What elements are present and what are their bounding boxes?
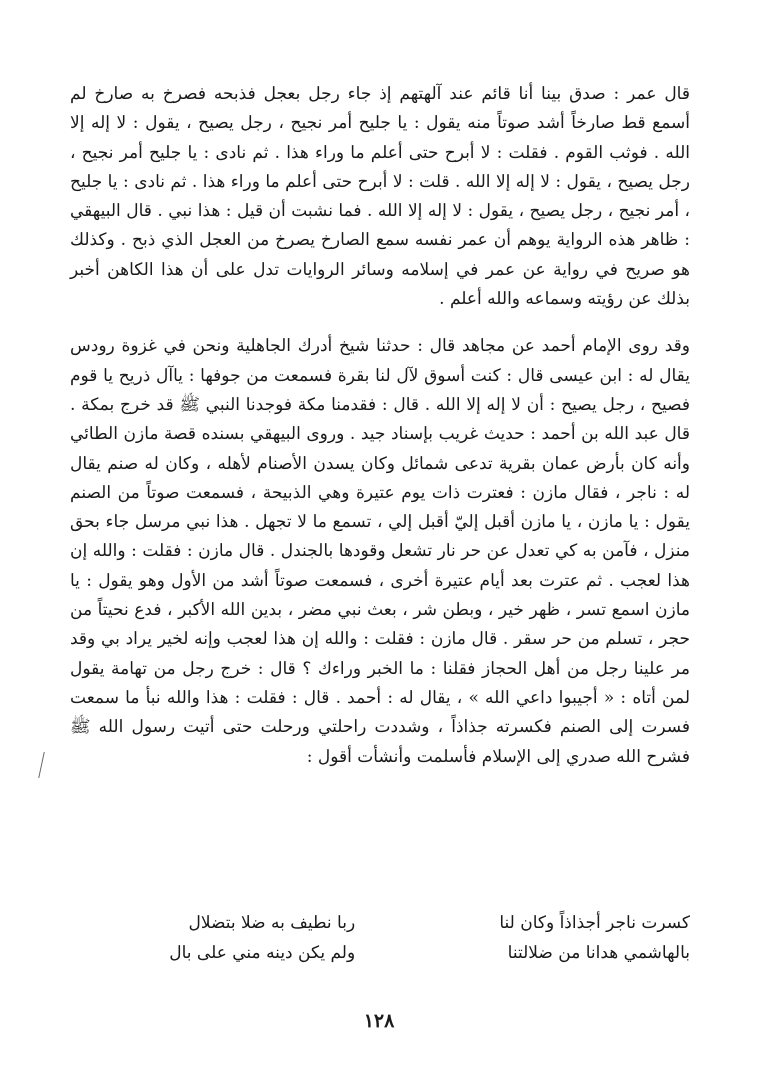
- poem: [70, 908, 690, 968]
- body-text: [70, 80, 690, 772]
- poem-verse: [70, 938, 690, 968]
- paragraph: وقد روى الإمام أحمد عن مجاهد قال : حدثنا شيخ أدرك الجاهلية ونحن في غزوة رودس يقال له : ابن عيسى قال : كنت أسوق لآل لنا بقرة فسمعت من جوفها : ياآل ذريح يا قوم فصيح ، رجل يصيح : أن لا إله إلا الله . قال : فقدمنا مكة فوجدنا النبي ﷺ قد خرج بمكة . قال عبد الله بن أحمد : حديث غريب بإسناد جيد . وروى البيهقي بسنده قصة مازن الطائي وأنه كان بأرض عمان بقرية تدعى شمائل وكان يسدن الأصنام لأهله ، وكان له صنم يقال له : ناجر ، فقال مازن : فعترت ذات يوم عتيرة وهي الذبيحة ، فسمعت صوتاً من الصنم يقول : يا مازن ، يا مازن أقبل إليّ أقبل إلي ، تسمع ما لا تجهل . هذا نبي مرسل جاء بحق منزل ، فآمن به كي تعدل عن حر نار تشعل وقودها بالجندل . قال مازن : فقلت : والله إن هذا لعجب . ثم عترت بعد أيام عتيرة أخرى ، فسمعت صوتاً أشد من الأول وهو يقول : يا مازن اسمع تسر ، ظهر خير ، وبطن شر ، بعث نبي مضر ، بدين الله الأكبر ، فدع نحيتاً من حجر ، تسلم من حر سقر . قال مازن : فقلت : والله إن هذا لعجب وإنه لخير يراد بي وقد مر علينا رجل من أهل الحجاز فقلنا : ما الخبر وراءك ؟ قال : خرج رجل من تهامة يقول لمن أتاه : « أجيبوا داعي الله » ، يقال له : أحمد . قال : فقلت : هذا والله نبأ ما سمعت فسرت إلى الصنم فكسرته جذاذاً ، وشددت راحلتي ورحلت حتى أتيت رسول الله ﷺ فشرح الله صدري إلى الإسلام فأسلمت وأنشأت أقول :: [70, 336, 690, 767]
- page-number: ١٢٨: [363, 1010, 395, 1032]
- poem-second-hemistich: ولم يكن دينه مني على بال: [169, 943, 356, 963]
- poem-first-hemistich: بالهاشمي هدانا من ضلالتنا: [507, 943, 690, 963]
- poem-first-hemistich: كسرت ناجر أجذاذاً وكان لنا: [499, 913, 690, 933]
- poem-second-hemistich: ربا نطيف به ضلا بتضلال: [188, 913, 356, 933]
- paragraph: قال عمر : صدق بينا أنا قائم عند آلهتهم إذ جاء رجل بعجل فذبحه فصرخ به صارخ لم أسمع قط صارخاً أشد صوتاً منه يقول : يا جليح أمر نجيح ، رجل يصيح ، يقول : لا إله إلا الله . فوثب القوم . فقلت : لا أبرح حتى أعلم ما وراء هذا . ثم نادى : يا جليح أمر نجيح ، رجل يصيح ، يقول : لا إله إلا الله . قلت : لا أبرح حتى أعلم ما وراء هذا . ثم نادى : يا جليح ، أمر نجيح ، رجل يصيح ، يقول : لا إله إلا الله . فما نشبت أن قيل : هذا نبي . قال البيهقي : ظاهر هذه الرواية يوهم أن عمر نفسه سمع الصارخ يصرخ من العجل الذي ذبح . وكذلك هو صريح في رواية عن عمر في إسلامه وسائر الروايات تدل على أن هذا الكاهن أخبر بذلك عن رؤيته وسماعه والله أعلم .: [70, 84, 690, 310]
- poem-verse: [70, 908, 690, 938]
- margin-pencil-mark: [38, 752, 53, 778]
